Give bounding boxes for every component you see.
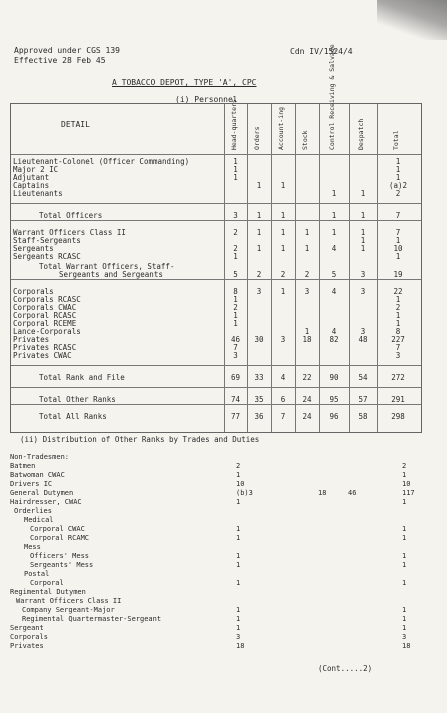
table-cell: 33 xyxy=(254,373,264,382)
table-cell: 1 xyxy=(395,165,401,174)
table-cell: 1 xyxy=(280,287,286,296)
table-cell: 7 xyxy=(395,228,401,237)
row-divider xyxy=(11,220,421,221)
table-cell: 1 xyxy=(331,211,337,220)
table-row-label: Total Other Ranks xyxy=(39,395,116,404)
table-cell: 2 xyxy=(233,303,238,312)
table-row-label: Corporal RCASC xyxy=(13,311,77,320)
table-cell: 2 xyxy=(233,228,238,237)
trade-row-label: Regimental Quartermaster-Sergeant xyxy=(22,615,162,623)
trade-cell: 3 xyxy=(402,633,407,641)
column-header: Despatch xyxy=(357,118,365,150)
document-title: A TOBACCO DEPOT, TYPE 'A', CPC xyxy=(112,78,257,87)
table-row-label: Privates xyxy=(13,335,50,344)
trade-cell: 1 xyxy=(402,552,407,560)
trade-row-label: Mess xyxy=(24,543,41,551)
table-cell: 1 xyxy=(256,211,262,220)
trade-row-label: Non-Tradesmen: xyxy=(10,453,70,461)
table-cell: 5 xyxy=(331,270,337,279)
table-cell: 298 xyxy=(391,412,405,421)
table-cell: 3 xyxy=(280,335,286,344)
table-cell: 4 xyxy=(331,244,337,253)
trade-cell: 18 xyxy=(236,642,245,650)
trade-row-label: General Dutymen xyxy=(10,489,74,497)
table-row-label: Total All Ranks xyxy=(39,412,107,421)
table-cell: 1 xyxy=(233,319,238,328)
trade-cell: 1 xyxy=(236,471,241,479)
table-cell: 3 xyxy=(360,287,366,296)
column-header: Control Receiving & Salvage xyxy=(328,44,336,150)
table-cell: 24 xyxy=(302,412,312,421)
trade-row-label: Batmen xyxy=(10,462,36,470)
table-cell: 1 xyxy=(360,244,366,253)
trade-cell: 46 xyxy=(348,489,357,497)
table-row-label: Total Officers xyxy=(39,211,103,220)
trade-cell: 10 xyxy=(402,480,411,488)
table-cell: 35 xyxy=(254,395,264,404)
table-cell: 3 xyxy=(395,351,401,360)
trade-cell: 1 xyxy=(236,624,241,632)
table-cell: 1 xyxy=(395,311,401,320)
table-cell: 4 xyxy=(331,327,337,336)
trade-cell: 3 xyxy=(236,633,241,641)
table-cell: 4 xyxy=(280,373,286,382)
table-cell: 1 xyxy=(395,236,401,245)
table-cell: 36 xyxy=(254,412,264,421)
trade-row-label: Drivers IC xyxy=(10,480,53,488)
table-cell: 1 xyxy=(331,228,337,237)
row-divider xyxy=(11,365,421,366)
table-cell: 58 xyxy=(358,412,368,421)
table-cell: 3 xyxy=(233,211,238,220)
approved-line: Approved under CGS 139 xyxy=(14,46,120,55)
trade-row-label: Corporals xyxy=(10,633,48,641)
table-cell: 24 xyxy=(302,395,312,404)
table-cell: 2 xyxy=(280,270,286,279)
row-divider xyxy=(11,203,421,204)
table-cell: 1 xyxy=(395,295,401,304)
column-header: Total xyxy=(392,130,400,150)
table-cell: 95 xyxy=(329,395,339,404)
trade-cell: 1 xyxy=(402,534,407,542)
table-cell: 22 xyxy=(393,287,403,296)
table-cell: 1 xyxy=(360,211,366,220)
trade-cell: 1 xyxy=(236,534,241,542)
table-cell: 2 xyxy=(395,189,401,198)
trade-row-label: Warrant Officers Class II xyxy=(16,597,122,605)
table-cell: 1 xyxy=(256,181,262,190)
table-cell: 4 xyxy=(331,287,337,296)
table-cell: 3 xyxy=(360,327,366,336)
trade-cell: 2 xyxy=(236,462,241,470)
trade-cell: 1 xyxy=(236,498,241,506)
trade-cell: 1 xyxy=(236,525,241,533)
effective-line: Effective 28 Feb 45 xyxy=(14,56,106,65)
table-cell: 1 xyxy=(304,228,310,237)
table-row-label: Lance-Corporals xyxy=(13,327,81,336)
table-cell: 30 xyxy=(254,335,264,344)
detail-header: DETAIL xyxy=(61,120,90,129)
table-cell: 1 xyxy=(233,252,238,261)
table-row-label: Privates CWAC xyxy=(13,351,72,360)
trade-row-label: Orderlies xyxy=(14,507,52,515)
trade-cell: 1 xyxy=(236,579,241,587)
table-cell: 2 xyxy=(304,270,310,279)
table-cell: 77 xyxy=(230,412,241,421)
table-cell: 1 xyxy=(331,189,337,198)
table-cell: 48 xyxy=(358,335,368,344)
trade-cell: 1 xyxy=(402,525,407,533)
trade-row-label: Regimental Dutymen xyxy=(10,588,86,596)
table-cell: 8 xyxy=(395,327,401,336)
table-row-label: Major 2 IC xyxy=(13,165,59,174)
table-cell: 291 xyxy=(391,395,405,404)
trade-cell: 18 xyxy=(402,642,411,650)
column-header: Account-ing xyxy=(277,106,285,150)
table-cell: 2 xyxy=(395,303,401,312)
table-cell: 1 xyxy=(233,295,238,304)
trade-cell: 1 xyxy=(402,561,407,569)
table-cell: 8 xyxy=(233,287,238,296)
table-row-label: Corporals CWAC xyxy=(13,303,77,312)
trade-cell: 1 xyxy=(402,498,407,506)
table-row-label: Total Rank and File xyxy=(39,373,125,382)
table-cell: 69 xyxy=(230,373,241,382)
table-cell: 1 xyxy=(395,173,401,182)
table-cell: 1 xyxy=(256,228,262,237)
table-cell: 1 xyxy=(280,211,286,220)
trade-cell: 1 xyxy=(236,615,241,623)
table-cell: 46 xyxy=(230,335,241,344)
table-cell: 5 xyxy=(233,270,238,279)
section-2-heading: (ii) Distribution of Other Ranks by Trades and Duties xyxy=(20,435,260,444)
table-cell: 6 xyxy=(280,395,286,404)
table-row-label: Corporals RCASC xyxy=(13,295,81,304)
trade-cell: 18 xyxy=(318,489,327,497)
table-cell: 7 xyxy=(395,343,401,352)
table-cell: 90 xyxy=(329,373,339,382)
table-cell: 7 xyxy=(280,412,286,421)
table-cell: 18 xyxy=(302,335,312,344)
table-cell: 1 xyxy=(304,327,310,336)
trade-cell: 1 xyxy=(402,471,407,479)
table-row-label: Adjutant xyxy=(13,173,50,182)
table-row-label: Total Warrant Officers, Staff- xyxy=(39,262,175,271)
trade-cell: 2 xyxy=(402,462,407,470)
trade-cell: 1 xyxy=(402,624,407,632)
trade-cell: 1 xyxy=(236,561,241,569)
table-cell: 96 xyxy=(329,412,339,421)
trade-row-label: Corporal CWAC xyxy=(30,525,85,533)
continued-note: (Cont.....2) xyxy=(318,664,373,673)
trade-cell: 1 xyxy=(236,606,241,614)
table-cell: (a)2 xyxy=(388,181,408,190)
trade-cell: 1 xyxy=(236,552,241,560)
table-cell: 1 xyxy=(360,189,366,198)
table-cell: 1 xyxy=(233,165,238,174)
column-header: Stock xyxy=(301,130,309,150)
trade-cell: 1 xyxy=(402,615,407,623)
trade-row-label: Officers' Mess xyxy=(30,552,90,560)
table-row-label: Staff-Sergeants xyxy=(13,236,81,245)
table-cell: 19 xyxy=(393,270,403,279)
approval-block xyxy=(14,46,120,66)
table-cell: 7 xyxy=(395,211,401,220)
table-cell: 1 xyxy=(280,181,286,190)
table-cell: 1 xyxy=(395,157,401,166)
table-row-label: Sergeants RCASC xyxy=(13,252,81,261)
table-row-label: Lieutenants xyxy=(13,189,63,198)
table-cell: 1 xyxy=(360,236,366,245)
table-row-label: Corporal RCEME xyxy=(13,319,77,328)
section-1-heading: (i) Personnel xyxy=(175,95,238,104)
table-cell: 272 xyxy=(391,373,405,382)
table-cell: 2 xyxy=(256,270,262,279)
table-cell: 54 xyxy=(358,373,368,382)
table-cell: 1 xyxy=(304,244,310,253)
table-row-label: Corporals xyxy=(13,287,54,296)
trade-row-label: Batwoman CWAC xyxy=(10,471,65,479)
table-cell: 10 xyxy=(393,244,403,253)
trade-row-label: Hairdresser, CWAC xyxy=(10,498,82,506)
table-cell: 1 xyxy=(395,319,401,328)
trade-row-label: Corporal RCAMC xyxy=(30,534,90,542)
table-row-label: Sergeants xyxy=(13,244,54,253)
page-fold-shadow xyxy=(377,0,447,40)
table-cell: 22 xyxy=(302,373,312,382)
trade-cell: 1 xyxy=(402,606,407,614)
table-cell: 227 xyxy=(391,335,405,344)
table-row-label: Privates RCASC xyxy=(13,343,77,352)
table-cell: 1 xyxy=(233,311,238,320)
row-divider xyxy=(11,279,421,280)
trade-row-label: Privates xyxy=(10,642,44,650)
table-cell: 3 xyxy=(360,270,366,279)
table-cell: 3 xyxy=(304,287,310,296)
table-row-label: Sergeants and Sergeants xyxy=(59,270,163,279)
trade-row-label: Corporal xyxy=(30,579,64,587)
table-cell: 1 xyxy=(256,244,262,253)
table-cell: 7 xyxy=(233,343,238,352)
table-cell: 1 xyxy=(280,228,286,237)
trade-row-label: Sergeants' Mess xyxy=(30,561,94,569)
trade-row-label: Company Sergeant-Major xyxy=(22,606,115,614)
column-header: Orders xyxy=(253,126,261,150)
table-row-label: Captains xyxy=(13,181,50,190)
table-row-label: Warrant Officers Class II xyxy=(13,228,126,237)
row-divider xyxy=(11,404,421,405)
table-cell: 2 xyxy=(233,244,238,253)
trade-row-label: Postal xyxy=(24,570,50,578)
table-cell: 82 xyxy=(329,335,339,344)
trade-cell: 10 xyxy=(236,480,245,488)
table-cell: 3 xyxy=(256,287,262,296)
table-cell: 1 xyxy=(233,157,238,166)
document-code: Cdn IV/1524/4 xyxy=(290,47,353,56)
row-divider xyxy=(11,387,421,388)
table-cell: 3 xyxy=(233,351,238,360)
table-cell: 1 xyxy=(395,252,401,261)
trade-cell: 117 xyxy=(402,489,415,497)
trade-row-label: Medical xyxy=(24,516,54,524)
trade-cell: (b)3 xyxy=(236,489,253,497)
column-header: Head-quarters xyxy=(229,99,238,150)
table-cell: 1 xyxy=(360,228,366,237)
trade-cell: 1 xyxy=(402,579,407,587)
trade-row-label: Sergeant xyxy=(10,624,44,632)
table-cell: 57 xyxy=(358,395,368,404)
table-cell: 74 xyxy=(230,395,241,404)
table-row-label: Lieutenant-Colonel (Officer Commanding) xyxy=(13,157,190,166)
header-divider xyxy=(11,154,421,155)
table-cell: 1 xyxy=(233,173,238,182)
table-cell: 1 xyxy=(280,244,286,253)
